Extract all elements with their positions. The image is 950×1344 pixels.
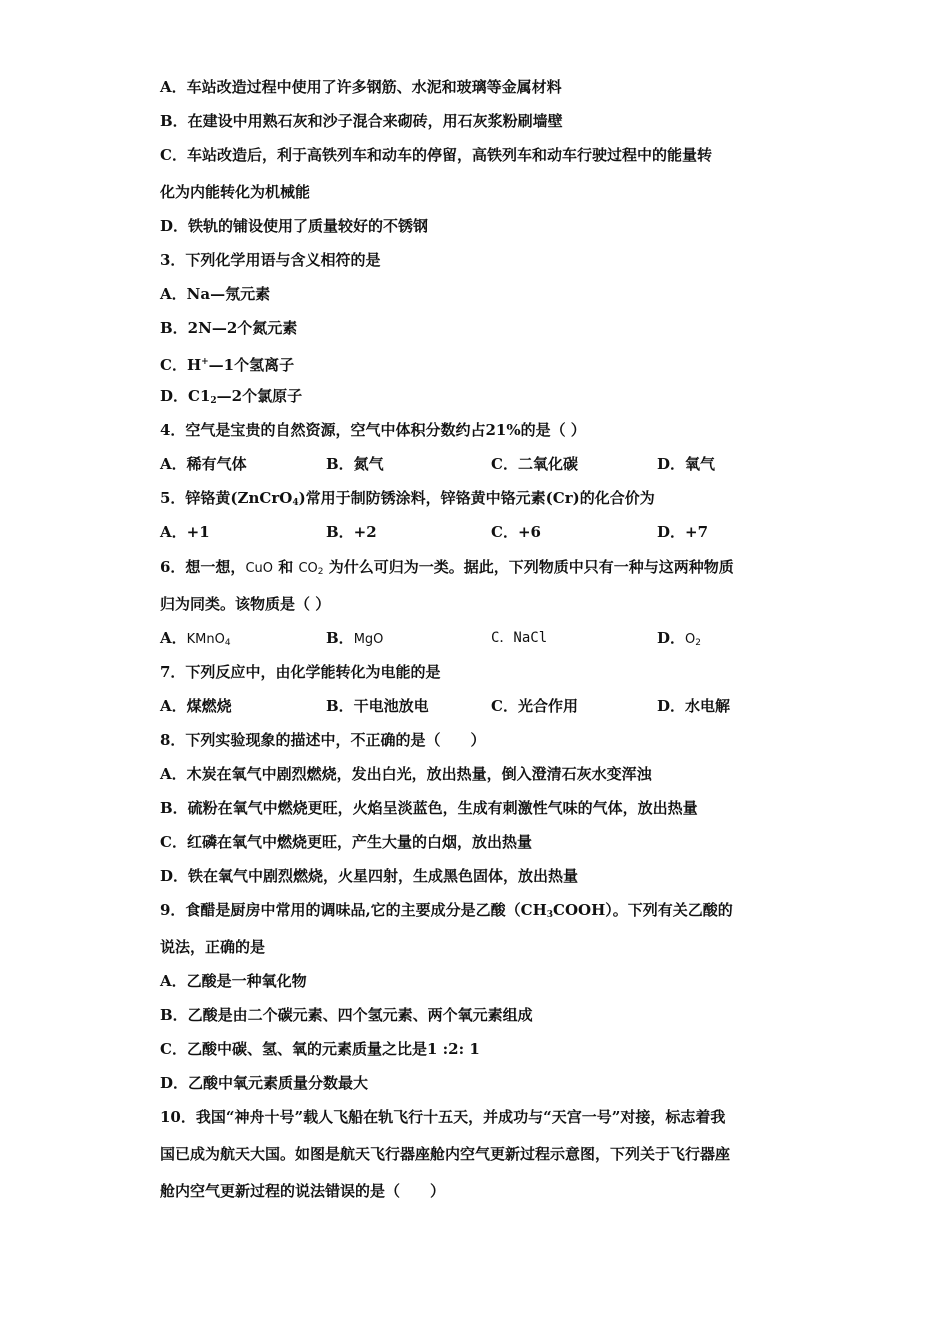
q5-option-d: D．+7: [657, 523, 709, 541]
q5-option-b: B．+2: [326, 523, 377, 541]
q3-option-b: B．2N—2个氮元素: [160, 319, 298, 337]
q6-d-val: O: [685, 632, 696, 647]
q4-option-b: B．氮气: [326, 455, 384, 473]
q9-stem-line1: [160, 900, 733, 925]
q6-option-a: [160, 628, 231, 653]
q2-option-a: A．车站改造过程中使用了许多钢筋、水泥和玻璃等金属材料: [160, 78, 562, 96]
q10-stem-line2: 国已成为航天大国。如图是航天飞行器座舱内空气更新过程示意图，下列关于飞行器座: [160, 1145, 731, 1163]
q7-option-b: B．干电池放电: [326, 697, 429, 715]
q5-stem-pre: 5．锌铬黄(ZnCrO: [160, 489, 293, 507]
q3-d-post: —2个氯原子: [216, 387, 303, 405]
q5-stem-post: )常用于制防锈涂料，锌铬黄中铬元素(Cr)的化合价为: [298, 489, 655, 507]
q6-stem-p2: 为什么可归为一类。据此，下列物质中只有一种与这两种物质: [323, 558, 734, 576]
q6-stem-p1: 6．想一想，: [160, 558, 246, 576]
q6-and: 和: [273, 558, 299, 576]
q9-stem-pre: 9．食醋是厨房中常用的调味品,它的主要成分是乙酸（CH: [160, 901, 547, 919]
q5-stem-sub: 4: [292, 498, 299, 508]
q10-stem-line3: 舱内空气更新过程的说法错误的是（ ）: [160, 1182, 446, 1200]
q6-co-sub: 2: [317, 567, 324, 577]
q2-option-c-line1: C．车站改造后，利于高铁列车和动车的停留，高铁列车和动车行驶过程中的能量转: [160, 146, 712, 164]
q6-stem-line1: [160, 557, 734, 582]
q4-stem: 4．空气是宝贵的自然资源，空气中体积分数约占21%的是（ ）: [160, 421, 586, 439]
q4-option-c: C．二氧化碳: [491, 455, 578, 473]
q5-option-a: A．+1: [160, 523, 210, 541]
q6-d-sub: 2: [695, 638, 701, 648]
q3-d-sub: 2: [210, 396, 217, 406]
q2-option-d: D．铁轨的铺设使用了质量较好的不锈钢: [160, 217, 429, 235]
q2-option-b: B．在建设中用熟石灰和沙子混合来砌砖，用石灰浆粉刷墙壁: [160, 112, 563, 130]
q9-stem-sub: 3: [546, 910, 554, 920]
q6-option-d: [657, 628, 701, 653]
q8-option-d: D．铁在氧气中剧烈燃烧，火星四射，生成黑色固体，放出热量: [160, 867, 579, 885]
q6-a-label: A．: [160, 629, 187, 647]
q9-option-a: A．乙酸是一种氧化物: [160, 972, 307, 990]
q6-cuo: CuO: [245, 561, 274, 576]
q9-option-b: B．乙酸是由二个碳元素、四个氢元素、两个氧元素组成: [160, 1006, 533, 1024]
q6-a-val: KMnO: [186, 632, 225, 647]
q6-d-formula: [685, 632, 701, 647]
q2-option-c-line2: 化为内能转化为机械能: [160, 183, 311, 201]
q3-option-a: A．Na—氖元素: [160, 285, 271, 303]
q6-co: [298, 561, 323, 576]
q3-d-pre: D．C1: [160, 387, 211, 405]
q4-option-d: D．氧气: [657, 455, 716, 473]
q3-c-sup: +: [201, 357, 209, 367]
q6-option-c: C．NaCl: [491, 630, 548, 646]
q9-stem-post: COOH）。下列有关乙酸的: [553, 901, 733, 919]
q3-option-c: [160, 352, 294, 375]
q3-c-post: —1个氢离子: [208, 356, 295, 374]
q5-stem: [160, 488, 655, 513]
q6-a-sub: 4: [224, 638, 231, 648]
q8-option-a: A．木炭在氧气中剧烈燃烧，发出白光，放出热量，倒入澄清石灰水变浑浊: [160, 765, 652, 783]
q7-option-d: D．水电解: [657, 697, 731, 715]
q7-option-c: C．光合作用: [491, 697, 578, 715]
q6-co-text: CO: [298, 561, 318, 576]
q9-option-d: D．乙酸中氧元素质量分数最大: [160, 1074, 369, 1092]
q10-stem-line1: 10．我国“神舟十号”载人飞船在轨飞行十五天，并成功与“天宫一号”对接，标志着我: [160, 1108, 726, 1126]
q8-option-b: B．硫粉在氧气中燃烧更旺，火焰呈淡蓝色，生成有刺激性气味的气体，放出热量: [160, 799, 698, 817]
q3-c-pre: C．H: [160, 356, 202, 374]
q8-stem: 8．下列实验现象的描述中，不正确的是（ ）: [160, 731, 486, 749]
q3-option-d: [160, 386, 302, 411]
q7-option-a: A．煤燃烧: [160, 697, 232, 715]
q9-stem-line2: 说法，正确的是: [160, 938, 266, 956]
q5-option-c: C．+6: [491, 523, 541, 541]
q6-d-label: D．: [657, 629, 686, 647]
q8-option-c: C．红磷在氧气中燃烧更旺，产生大量的白烟，放出热量: [160, 833, 532, 851]
q3-stem: 3．下列化学用语与含义相符的是: [160, 251, 381, 269]
q6-stem-line2: 归为同类。该物质是（ ）: [160, 595, 331, 613]
q6-b-label: B．: [326, 629, 354, 647]
q6-b-val: MgO: [353, 632, 384, 647]
q6-option-b: [326, 628, 383, 650]
q7-stem: 7．下列反应中，由化学能转化为电能的是: [160, 663, 441, 681]
q4-option-a: A．稀有气体: [160, 455, 247, 473]
q9-option-c: C．乙酸中碳、氢、氧的元素质量之比是1 :2: 1: [160, 1040, 480, 1058]
q6-a-formula: [187, 632, 231, 647]
